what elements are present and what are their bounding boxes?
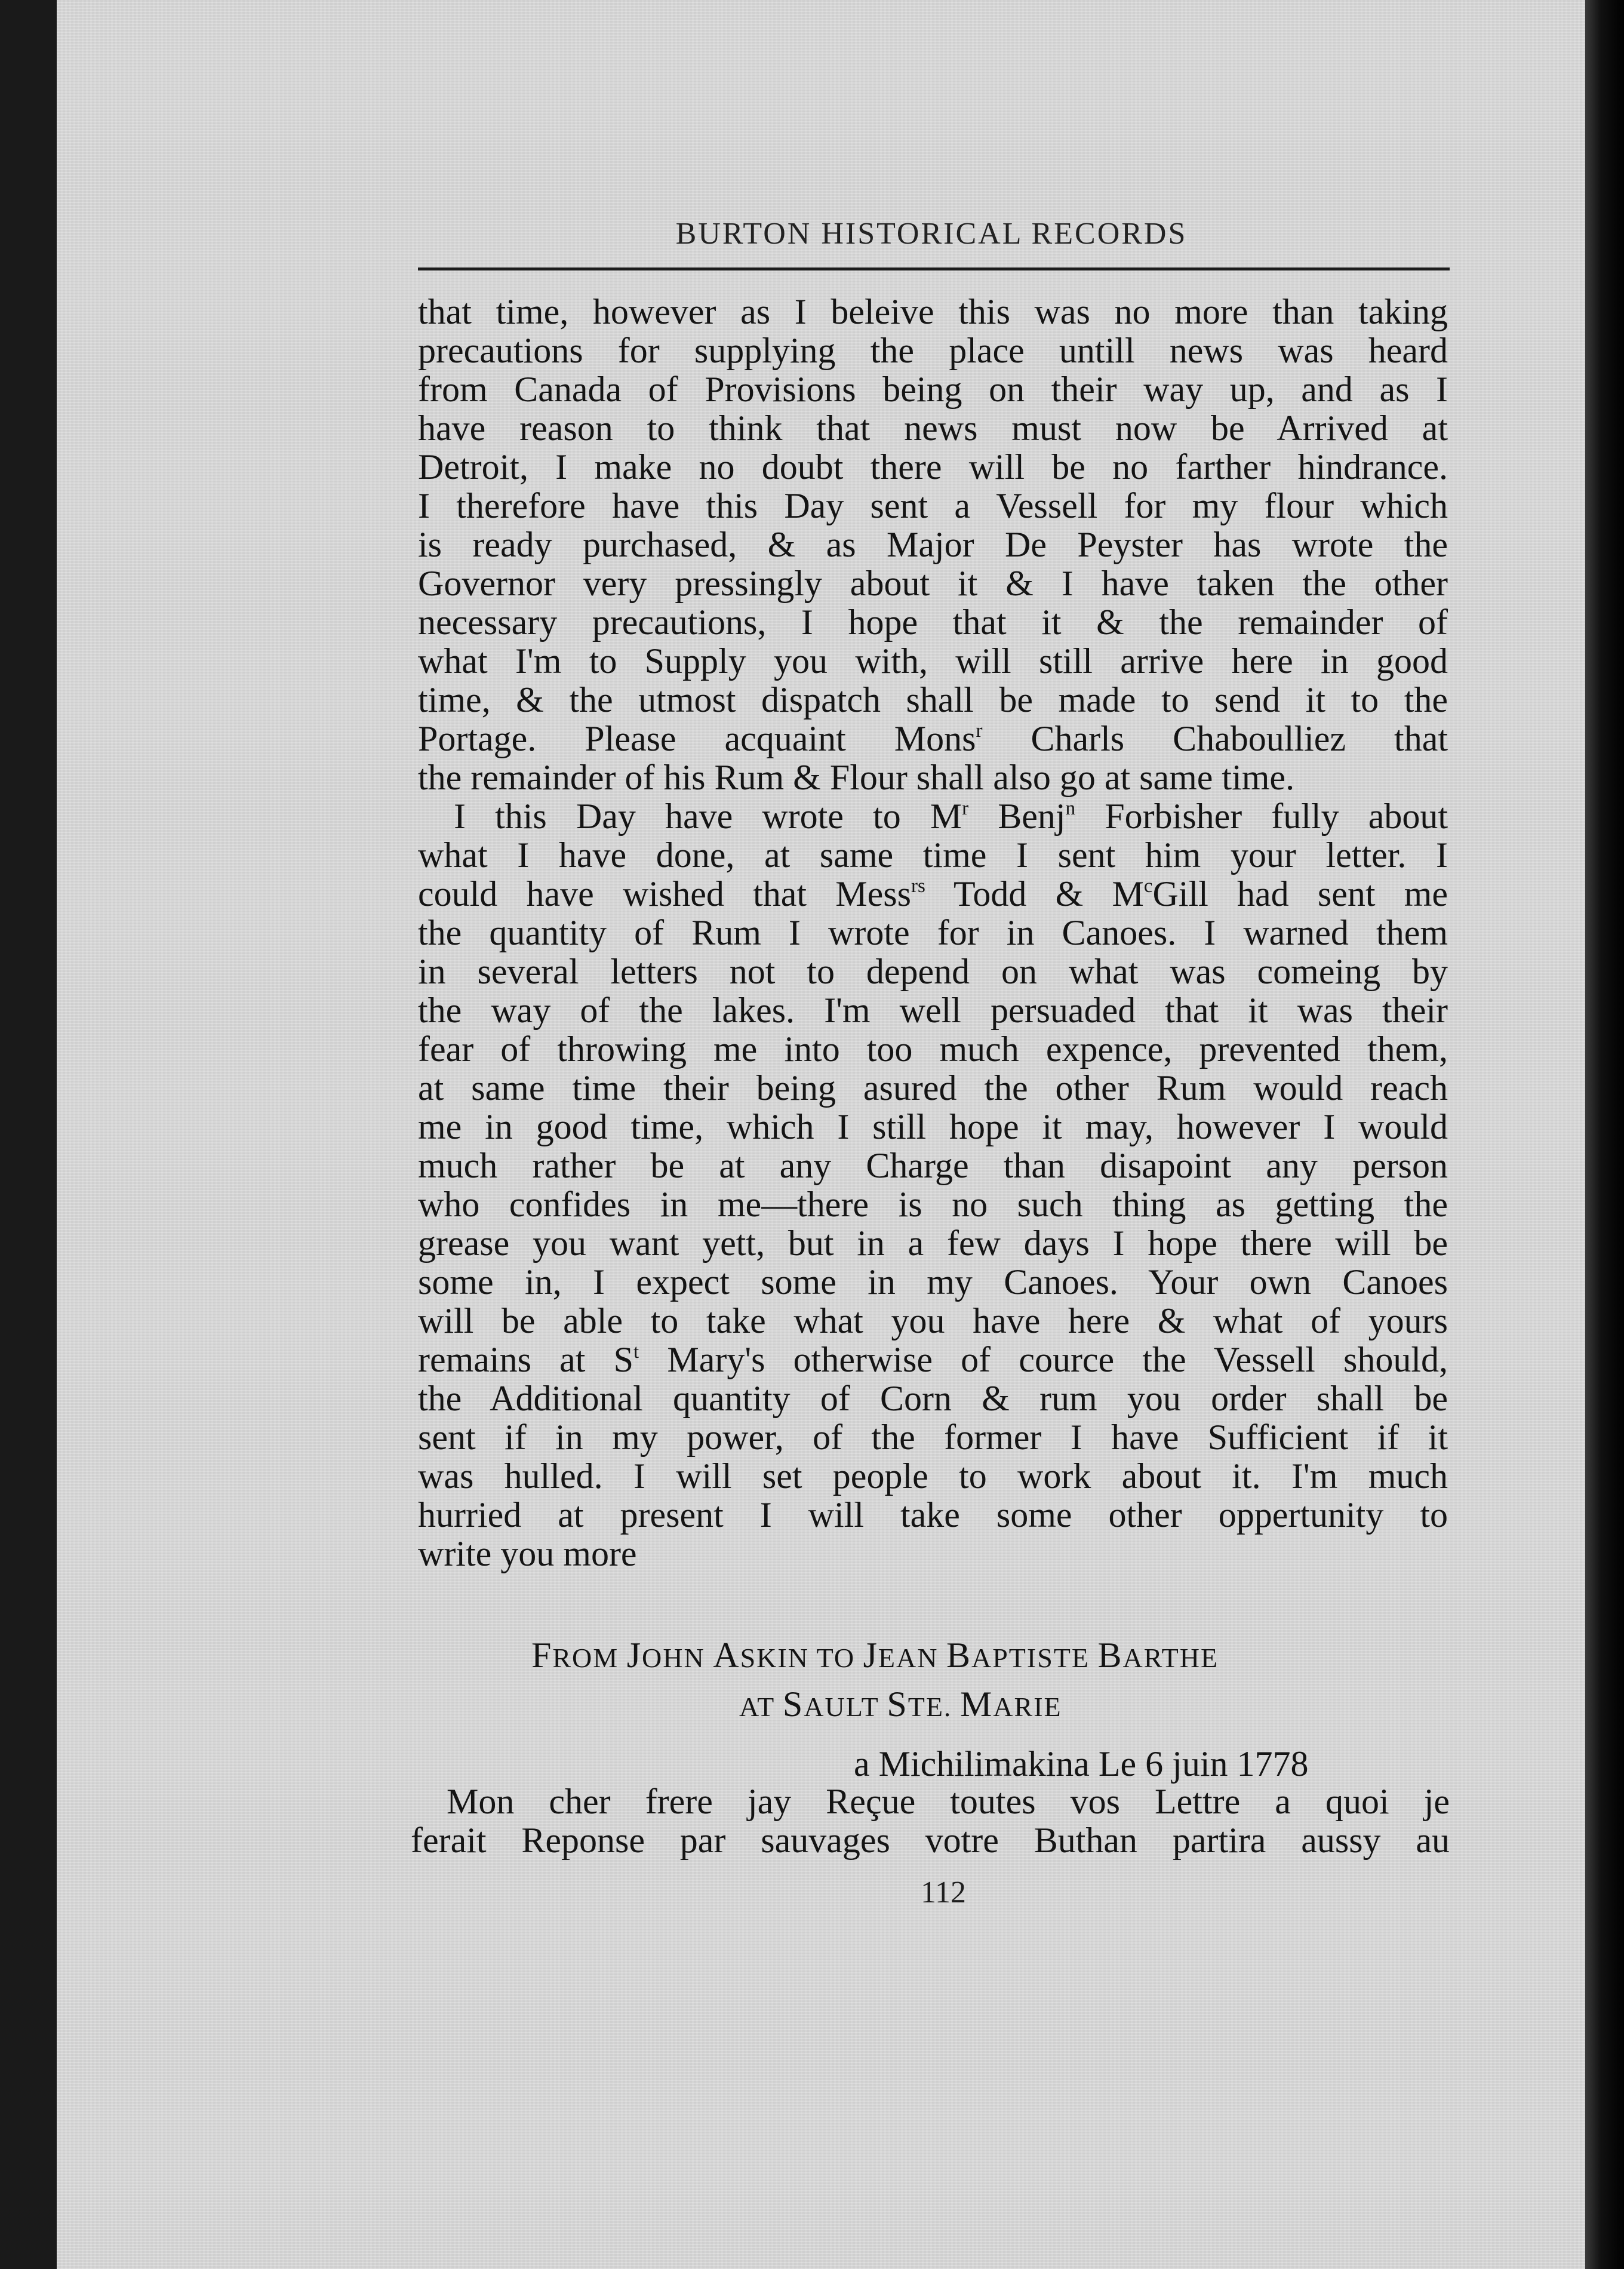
- french-line: Mon cher frere jay Reçue toutes vos Lettre a quoi je: [447, 1782, 1450, 1821]
- heading-small-caps: ARTHE: [1122, 1643, 1219, 1673]
- heading-capital: M: [959, 1684, 994, 1724]
- body-line: the Additional quantity of Corn & rum you order shall be: [418, 1379, 1448, 1418]
- body-line: was hulled. I will set people to work about it. I'm much: [418, 1456, 1448, 1496]
- letter-heading-line-1: [531, 1635, 1219, 1676]
- body-line: who confides in me—there is no such thing as getting the: [418, 1185, 1448, 1224]
- heading-small-caps: APTISTE: [971, 1643, 1098, 1673]
- heading-small-caps: OHN: [642, 1643, 713, 1673]
- superscript: r: [976, 720, 983, 742]
- body-line: from Canada of Provisions being on their way up, and as I: [418, 370, 1448, 409]
- body-line: necessary precautions, I hope that it & the remainder of: [418, 602, 1448, 642]
- body-line: grease you want yett, but in a few days I hope there will be: [418, 1223, 1448, 1263]
- body-line: what I'm to Supply you with, will still arrive here in good: [418, 641, 1448, 681]
- heading-capital: J: [626, 1635, 642, 1675]
- letter-body: [418, 293, 1448, 1573]
- heading-small-caps: AULT: [804, 1692, 887, 1722]
- heading-capital: B: [946, 1635, 971, 1675]
- body-line: the remainder of his Rum & Flour shall also go at same time.: [418, 758, 1295, 797]
- superscript: rs: [911, 875, 925, 897]
- heading-small-caps: ROM: [552, 1643, 627, 1673]
- superscript: r: [962, 797, 969, 819]
- body-line: some in, I expect some in my Canoes. Your own Canoes: [418, 1262, 1448, 1302]
- body-line: Portage. Please acquaint Mons$^r$ Charls Chaboulliez that: [418, 719, 1448, 758]
- body-line: will be able to take what you have here & what of yours: [418, 1301, 1448, 1341]
- body-line: hurried at present I will take some other oppertunity to: [418, 1495, 1448, 1535]
- body-line: write you more: [418, 1534, 637, 1573]
- body-line: the quantity of Rum I wrote for in Canoes. I warned them: [418, 913, 1448, 952]
- heading-small-caps: EAN: [878, 1643, 946, 1673]
- body-line: much rather be at any Charge than disapoint any person: [418, 1146, 1448, 1185]
- superscript: n: [1065, 797, 1076, 819]
- body-line: the way of the lakes. I'm well persuaded that it was their: [418, 991, 1448, 1030]
- heading-small-caps: AT: [739, 1692, 783, 1722]
- superscript: t: [633, 1341, 639, 1363]
- body-line: could have wished that Mess$^{rs}$ Todd & $M^cGill$ had sent me: [418, 874, 1448, 914]
- heading-small-caps: SKIN TO: [740, 1643, 863, 1673]
- body-line: Detroit, I make no doubt there will be no farther hindrance.: [418, 447, 1448, 487]
- heading-capital: F: [531, 1635, 553, 1675]
- body-line: Governor very pressingly about it & I have taken the other: [418, 564, 1448, 603]
- body-line: sent if in my power, of the former I have Sufficient if it: [418, 1418, 1448, 1457]
- body-line: precautions for supplying the place untill news was heard: [418, 331, 1448, 370]
- body-line: that time, however as I beleive this was no more than taking: [418, 292, 1448, 331]
- page-number: 112: [920, 1876, 967, 1910]
- body-line: I this Day have wrote to $M^r$ Benj$^n$ Forbisher fully about: [454, 797, 1448, 836]
- body-line: in several letters not to depend on what was comeing by: [418, 952, 1448, 991]
- running-head: BURTON HISTORICAL RECORDS: [675, 217, 1188, 251]
- body-line: fear of throwing me into too much expence, prevented them,: [418, 1029, 1448, 1069]
- body-line: I therefore have this Day sent a Vessell for my flour which: [418, 486, 1448, 525]
- heading-capital: S: [887, 1684, 908, 1724]
- heading-capital: S: [782, 1684, 804, 1724]
- french-line: ferait Reponse par sauvages votre Buthan partira aussy au: [411, 1821, 1450, 1860]
- letter-heading-line-2: [739, 1684, 1062, 1725]
- superscript: c: [1143, 875, 1153, 897]
- body-line: what I have done, at same time I sent him your letter. I: [418, 835, 1448, 875]
- body-line: have reason to think that news must now be Arrived at: [418, 408, 1448, 448]
- body-line: at same time their being asured the other Rum would reach: [418, 1068, 1448, 1108]
- body-line: remains at $S^t$ Mary's otherwise of cource the Vessell should,: [418, 1340, 1448, 1379]
- body-line: time, & the utmost dispatch shall be made to send it to the: [418, 680, 1448, 720]
- heading-capital: A: [713, 1635, 740, 1675]
- header-rule: [418, 268, 1450, 270]
- body-line: me in good time, which I still hope it may, however I would: [418, 1107, 1448, 1146]
- page-edge-shadow: [1585, 0, 1624, 2269]
- heading-capital: B: [1097, 1635, 1123, 1675]
- heading-capital: J: [863, 1635, 878, 1675]
- dateline: a Michilimakina Le 6 juin 1778: [854, 1744, 1309, 1784]
- french-letter-body: [411, 1782, 1450, 1860]
- heading-small-caps: TE.: [908, 1692, 960, 1722]
- body-line: is ready purchased, & as Major De Peyster has wrote the: [418, 525, 1448, 564]
- heading-small-caps: ARIE: [993, 1692, 1062, 1722]
